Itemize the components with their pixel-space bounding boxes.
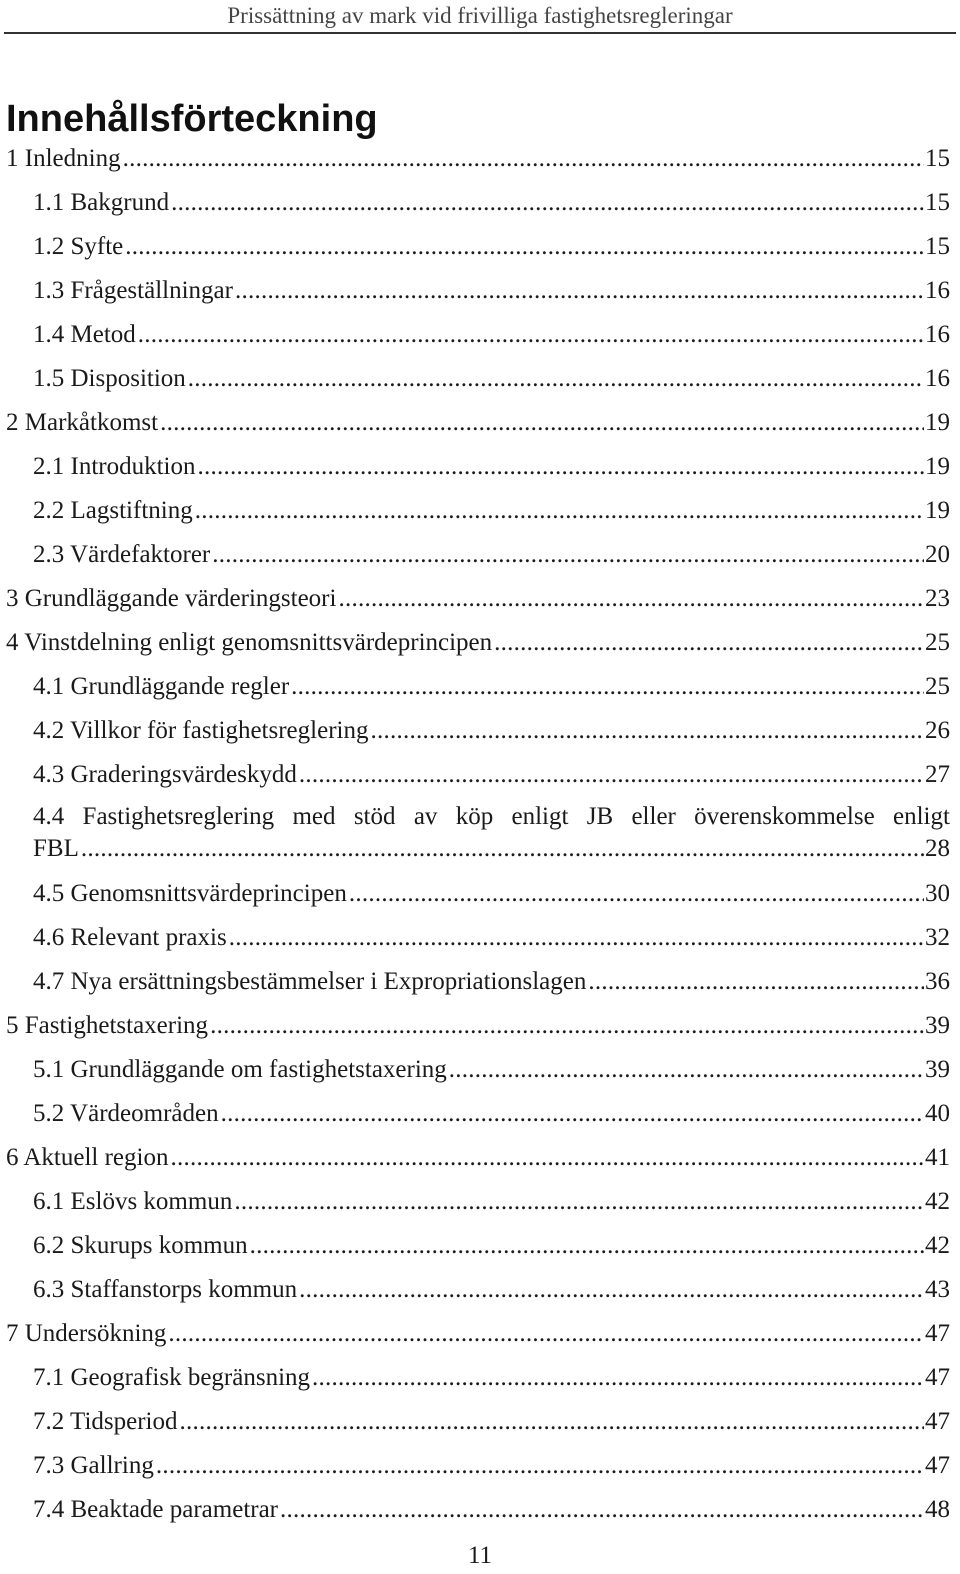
toc-entry[interactable] — [6, 1008, 950, 1044]
toc-entry-word: enligt — [892, 803, 950, 830]
toc-entry-page: 27 — [925, 761, 950, 788]
dot-leader — [168, 1316, 924, 1352]
toc-entry-page: 40 — [925, 1100, 950, 1127]
toc-entry-label: 4.2 Villkor för fastighetsreglering — [33, 717, 369, 744]
running-header: Prissättning av mark vid frivilliga fastighetsregleringar — [227, 3, 733, 28]
toc-entry[interactable] — [33, 1228, 950, 1264]
toc-entry-label: 4.3 Graderingsvärdeskydd — [33, 761, 297, 788]
toc-entry[interactable] — [33, 757, 950, 793]
toc-entry-label: 6.3 Staffanstorps kommun — [33, 1276, 298, 1303]
toc-entry-page: 25 — [925, 629, 950, 656]
dot-leader — [338, 581, 924, 617]
toc-entry-4-4-line1 — [33, 801, 950, 833]
dot-leader — [349, 876, 924, 912]
dot-leader — [81, 833, 924, 865]
toc-entry-label: FBL — [33, 835, 79, 862]
toc-entry-label: 5.1 Grundläggande om fastighetstaxering — [33, 1056, 447, 1083]
toc-entry-page: 16 — [925, 365, 950, 392]
header-divider — [4, 32, 956, 34]
toc-entry-label: 1.2 Syfte — [33, 233, 124, 260]
toc-entry[interactable] — [33, 964, 950, 1000]
toc-entry[interactable] — [33, 1052, 950, 1088]
toc-entry-label: 1.1 Bakgrund — [33, 189, 170, 216]
toc-entry[interactable] — [33, 1272, 950, 1308]
toc-entry-page: 42 — [925, 1188, 950, 1215]
toc-entry-page: 25 — [925, 673, 950, 700]
toc-entry[interactable] — [6, 405, 950, 441]
toc-entry[interactable] — [33, 920, 950, 956]
toc-entry-label: 7 Undersökning — [6, 1320, 167, 1347]
toc-entry-label: 1.5 Disposition — [33, 365, 186, 392]
toc-entry-page: 47 — [925, 1408, 950, 1435]
toc-entry-word: eller — [631, 803, 676, 830]
toc-entry-page: 47 — [925, 1364, 950, 1391]
toc-entry-page: 32 — [925, 924, 950, 951]
toc-entry-page: 47 — [925, 1320, 950, 1347]
toc-entry-page: 19 — [925, 497, 950, 524]
dot-leader — [494, 625, 924, 661]
toc-entry-word: 4.4 — [33, 803, 65, 830]
toc-entry-page: 36 — [925, 968, 950, 995]
toc-entry-word: köp — [455, 803, 494, 830]
toc-entry[interactable] — [6, 141, 950, 177]
dot-leader — [370, 713, 924, 749]
dot-leader — [125, 229, 924, 265]
toc-entry[interactable] — [33, 1492, 950, 1528]
toc-entry-page: 41 — [925, 1144, 950, 1171]
toc-entry-page: 19 — [925, 453, 950, 480]
toc-entry[interactable] — [33, 876, 950, 912]
toc-entry[interactable] — [33, 669, 950, 705]
toc-entry-word: av — [413, 803, 438, 830]
toc-entry[interactable] — [33, 1096, 950, 1132]
toc-entry[interactable] — [33, 537, 950, 573]
toc-entry-word: stöd — [353, 803, 396, 830]
dot-leader — [156, 1448, 924, 1484]
toc-entry-page: 43 — [925, 1276, 950, 1303]
dot-leader — [188, 361, 924, 397]
toc-entry-label: 6 Aktuell region — [6, 1144, 169, 1171]
toc-entry-label: 6.2 Skurups kommun — [33, 1232, 248, 1259]
toc-entry[interactable] — [33, 493, 950, 529]
toc-entry[interactable] — [33, 361, 950, 397]
toc-entry[interactable] — [33, 713, 950, 749]
toc-entry-label: 1.3 Frågeställningar — [33, 277, 233, 304]
toc-entry-label: 3 Grundläggande värderingsteori — [6, 585, 337, 612]
toc-entry-label: 4 Vinstdelning enligt genomsnittsvärdeprincipen — [6, 629, 493, 656]
toc-entry-page: 30 — [925, 880, 950, 907]
toc-title: Innehållsförteckning — [6, 98, 378, 140]
dot-leader — [588, 964, 924, 1000]
toc-entry-label: 1.4 Metod — [33, 321, 136, 348]
toc-entry-4-4[interactable] — [33, 801, 950, 865]
dot-leader — [210, 1008, 924, 1044]
toc-entry-word: med — [292, 803, 336, 830]
toc-entry-label: 1 Inledning — [6, 145, 121, 172]
toc-entry[interactable] — [33, 273, 950, 309]
toc-entry-label: 4.7 Nya ersättningsbestämmelser i Expropriationslagen — [33, 968, 587, 995]
dot-leader — [280, 1492, 924, 1528]
toc-entry-page: 15 — [925, 233, 950, 260]
dot-leader — [449, 1052, 924, 1088]
toc-entry[interactable] — [33, 1184, 950, 1220]
toc-entry-label: 4.1 Grundläggande regler — [33, 673, 290, 700]
dot-leader — [123, 141, 924, 177]
toc-entry-page: 47 — [925, 1452, 950, 1479]
toc-entry-page: 28 — [925, 835, 950, 862]
dot-leader — [299, 757, 924, 793]
dot-leader — [312, 1360, 924, 1396]
toc-entry-page: 20 — [925, 541, 950, 568]
toc-entry-label: 5 Fastighetstaxering — [6, 1012, 209, 1039]
toc-entry-label: 7.1 Geografisk begränsning — [33, 1364, 311, 1391]
toc-entry-page: 16 — [925, 321, 950, 348]
dot-leader — [170, 1140, 924, 1176]
toc-entry-label: 2.3 Värdefaktorer — [33, 541, 211, 568]
toc-entry-label: 7.2 Tidsperiod — [33, 1408, 178, 1435]
toc-entry[interactable] — [6, 1140, 950, 1176]
dot-leader — [160, 405, 924, 441]
toc-entry-label: 2.1 Introduktion — [33, 453, 196, 480]
toc-entry[interactable] — [33, 229, 950, 265]
toc-entry-page: 15 — [925, 145, 950, 172]
toc-entry-word: Fastighetsreglering — [82, 803, 275, 830]
toc-entry-page: 16 — [925, 277, 950, 304]
dot-leader — [221, 1096, 924, 1132]
toc-entry-label: 5.2 Värdeområden — [33, 1100, 219, 1127]
toc-entry-label: 2.2 Lagstiftning — [33, 497, 193, 524]
toc-entry[interactable] — [6, 625, 950, 661]
toc-entry[interactable] — [33, 185, 950, 221]
toc-entry-word: enligt — [511, 803, 569, 830]
dot-leader — [291, 669, 924, 705]
dot-leader — [212, 537, 924, 573]
toc-entry-page: 39 — [925, 1012, 950, 1039]
toc-entry-page: 26 — [925, 717, 950, 744]
dot-leader — [299, 1272, 924, 1308]
toc-entry-page: 23 — [925, 585, 950, 612]
toc-entry[interactable] — [33, 1404, 950, 1440]
toc-entry-label: 6.1 Eslövs kommun — [33, 1188, 233, 1215]
toc-entry-word: överenskommelse — [694, 803, 875, 830]
toc-entry[interactable] — [6, 1316, 950, 1352]
toc-entry-word: JB — [586, 803, 614, 830]
toc-entry-label: 7.3 Gallring — [33, 1452, 154, 1479]
dot-leader — [235, 273, 924, 309]
dot-leader — [198, 449, 925, 485]
toc-entry-page: 15 — [925, 189, 950, 216]
dot-leader — [171, 185, 924, 221]
dot-leader — [229, 920, 924, 956]
toc-entry[interactable] — [33, 317, 950, 353]
toc-entry[interactable] — [33, 1448, 950, 1484]
toc-entry-4-4-line2 — [33, 833, 950, 865]
dot-leader — [138, 317, 924, 353]
toc-entry-page: 19 — [925, 409, 950, 436]
dot-leader — [250, 1228, 924, 1264]
toc-entry[interactable] — [33, 1360, 950, 1396]
toc-entry-label: 7.4 Beaktade parametrar — [33, 1496, 279, 1523]
toc-entry-label: 2 Markåtkomst — [6, 409, 159, 436]
toc-entry-page: 48 — [925, 1496, 950, 1523]
dot-leader — [234, 1184, 924, 1220]
toc-entry-label: 4.6 Relevant praxis — [33, 924, 227, 951]
toc-entry[interactable] — [6, 581, 950, 617]
dot-leader — [195, 493, 924, 529]
dot-leader — [179, 1404, 924, 1440]
page-number: 11 — [467, 1542, 493, 1569]
toc-entry[interactable] — [33, 449, 950, 485]
toc-entry-page: 39 — [925, 1056, 950, 1083]
toc-entry-page: 42 — [925, 1232, 950, 1259]
toc-entry-label: 4.5 Genomsnittsvärdeprincipen — [33, 880, 347, 907]
